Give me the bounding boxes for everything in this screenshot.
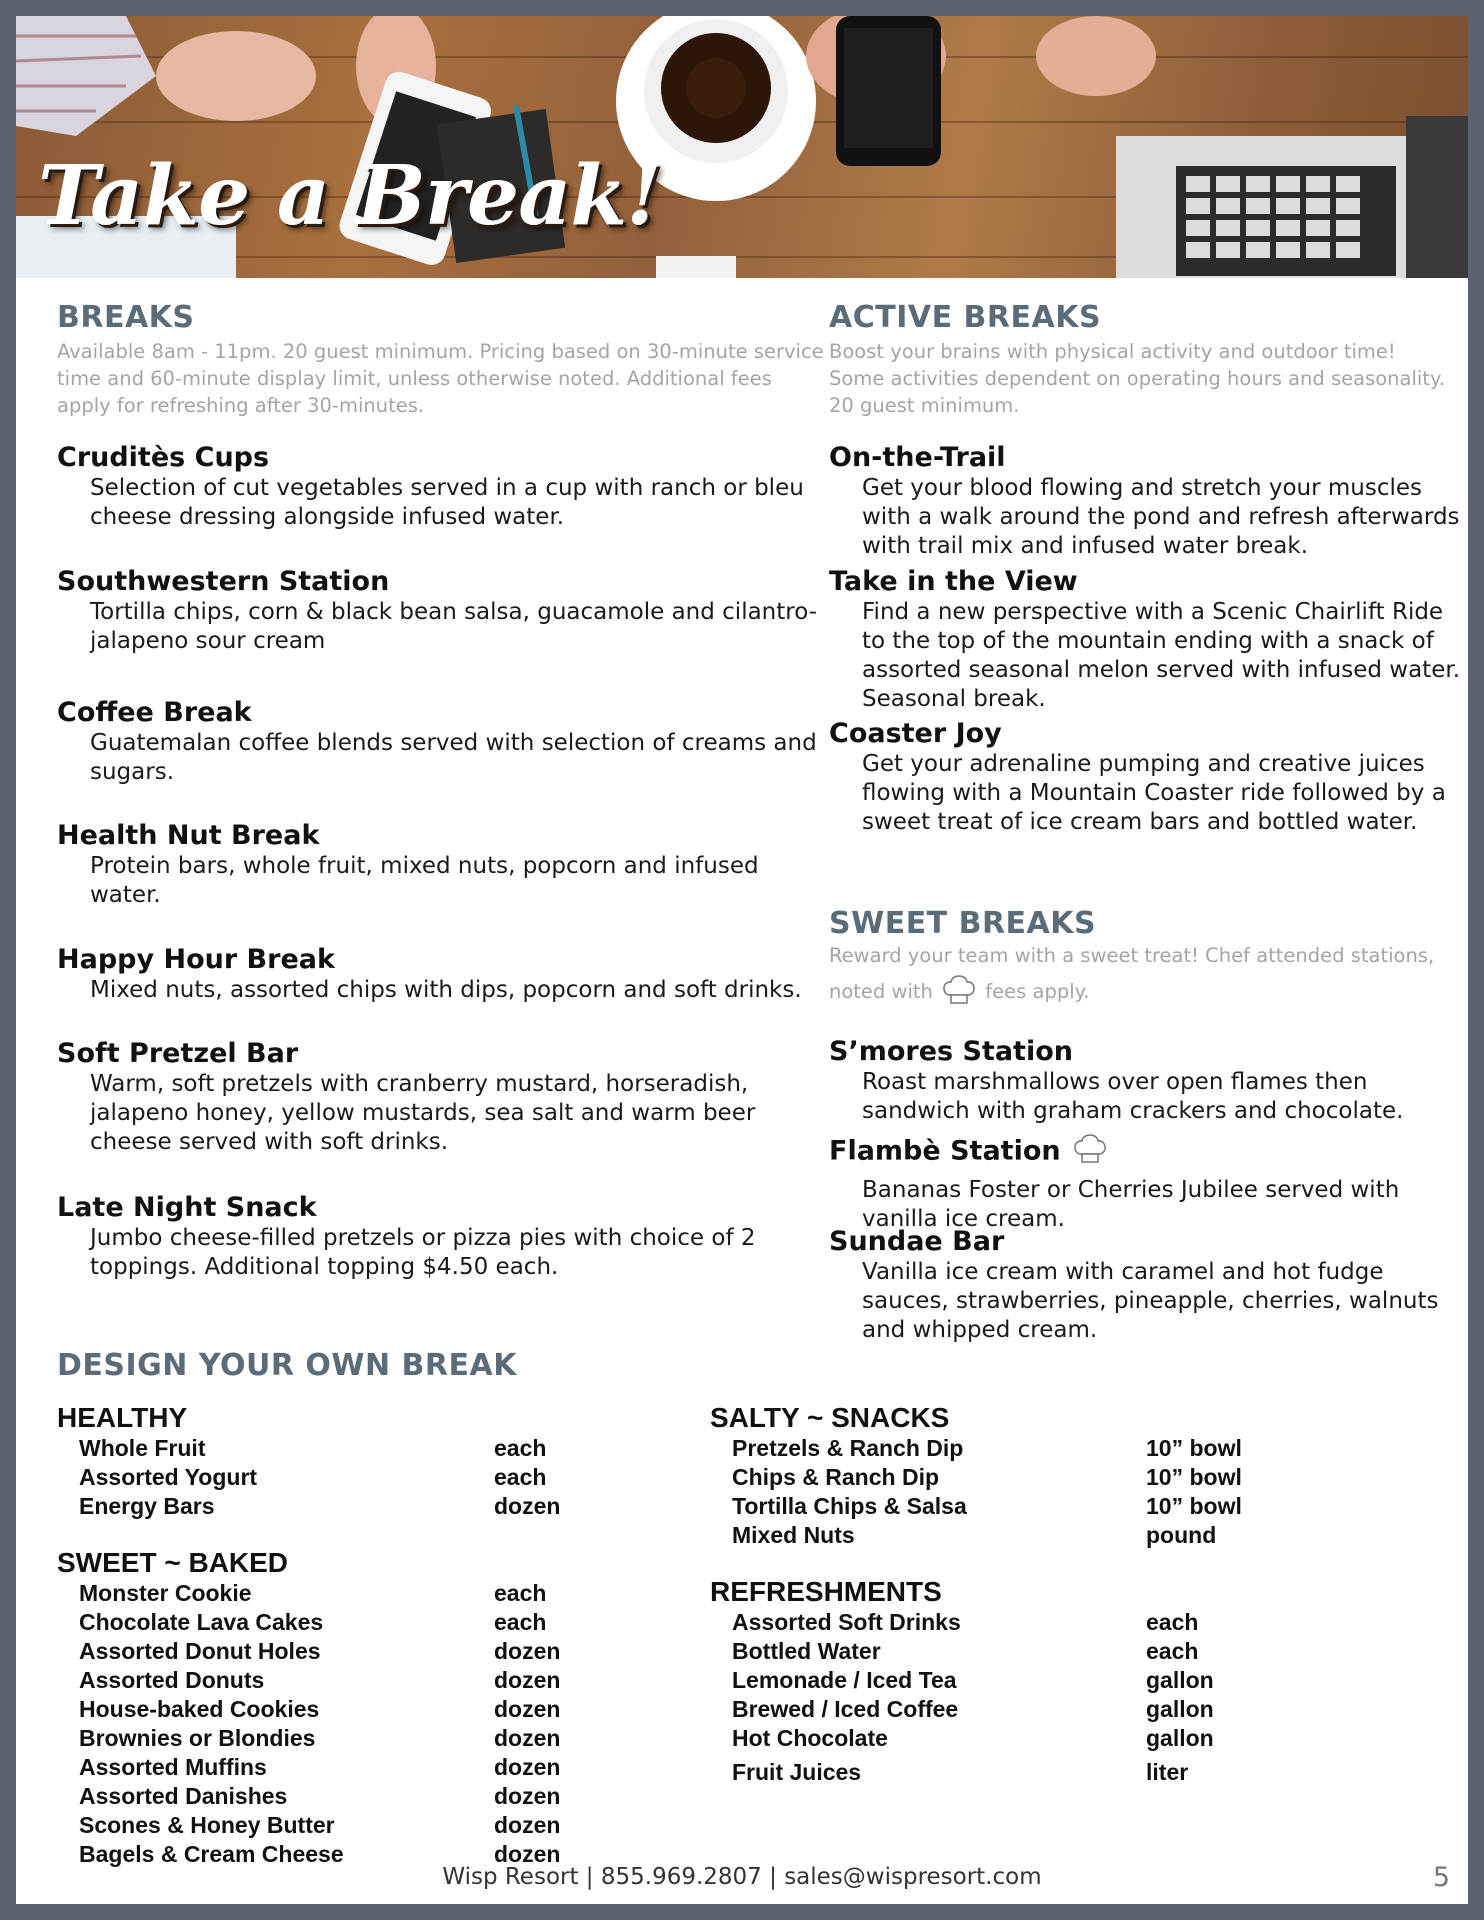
- diy-item-name: Assorted Danishes: [79, 1783, 288, 1809]
- item-name: Soft Pretzel Bar: [57, 1038, 299, 1069]
- diy-item-unit: 10” bowl: [1146, 1493, 1242, 1519]
- item-description: Jumbo cheese-filled pretzels or pizza pies with choice of 2 toppings. Additional topping $4.50 each.: [90, 1225, 756, 1280]
- diy-item-name: Fruit Juices: [732, 1759, 862, 1785]
- sweet-baked-heading: SWEET ~ BAKED: [57, 1547, 289, 1578]
- break-item: [57, 1038, 827, 1157]
- sweet-intro-text: Reward your team with a sweet treat! Chef attended stations, noted with: [829, 944, 1435, 1003]
- diy-heading: DESIGN YOUR OWN BREAK: [57, 1348, 517, 1383]
- breaks-heading: BREAKS: [57, 300, 195, 335]
- item-name: [829, 1128, 1464, 1176]
- break-item: [57, 442, 827, 532]
- diy-item-unit: 10” bowl: [1146, 1435, 1242, 1461]
- diy-item-unit: gallon: [1146, 1696, 1214, 1722]
- sweet-breaks-heading: SWEET BREAKS: [829, 906, 1097, 941]
- sweet-intro-fees: fees apply.: [985, 980, 1090, 1003]
- menu-page: [16, 16, 1468, 1904]
- refreshments-heading: REFRESHMENTS: [710, 1576, 942, 1607]
- diy-item-unit: dozen: [494, 1667, 561, 1693]
- break-item: [57, 566, 827, 656]
- item-description: Vanilla ice cream with caramel and hot fudge sauces, strawberries, pineapple, cherries, walnuts and whipped cream.: [862, 1259, 1439, 1343]
- diy-item-name: Bottled Water: [732, 1638, 881, 1664]
- active-breaks-heading: ACTIVE BREAKS: [829, 300, 1102, 335]
- diy-item-name: Whole Fruit: [79, 1435, 206, 1461]
- diy-item-unit: each: [1146, 1609, 1199, 1635]
- diy-item-unit: dozen: [494, 1696, 561, 1722]
- diy-item-unit: dozen: [494, 1812, 561, 1838]
- diy-item-unit: each: [494, 1609, 547, 1635]
- diy-item-unit: gallon: [1146, 1725, 1214, 1751]
- sweet-item: [829, 1226, 1464, 1345]
- diy-item-name: Assorted Soft Drinks: [732, 1609, 961, 1635]
- item-name: On-the-Trail: [829, 442, 1006, 473]
- sweet-breaks-intro: [829, 942, 1454, 1016]
- diy-item-name: Assorted Muffins: [79, 1754, 267, 1780]
- page-number: 5: [1432, 1862, 1450, 1893]
- diy-item-name: Mixed Nuts: [732, 1522, 855, 1548]
- diy-item-name: Assorted Donuts: [79, 1667, 265, 1693]
- active-breaks-intro: Boost your brains with physical activity and outdoor time! Some activities dependent on operating hours and seasonality. 20 guest minimum.: [829, 340, 1445, 417]
- diy-item-name: Pretzels & Ranch Dip: [732, 1435, 964, 1461]
- item-name: Health Nut Break: [57, 820, 320, 851]
- diy-item-unit: dozen: [494, 1725, 561, 1751]
- break-item: [57, 820, 827, 910]
- item-description: Warm, soft pretzels with cranberry mustard, horseradish, jalapeno honey, yellow mustards, sea salt and warm beer cheese served with soft drinks.: [90, 1071, 756, 1155]
- item-name-text: Flambè Station: [829, 1135, 1061, 1167]
- item-name: S’mores Station: [829, 1036, 1073, 1067]
- diy-item-unit: liter: [1146, 1759, 1189, 1785]
- diy-item-unit: each: [494, 1435, 547, 1461]
- diy-item-name: Brownies or Blondies: [79, 1725, 316, 1751]
- diy-item-name: Tortilla Chips & Salsa: [732, 1493, 967, 1519]
- item-description: Bananas Foster or Cherries Jubilee served with vanilla ice cream.: [862, 1177, 1400, 1232]
- diy-item-name: Energy Bars: [79, 1493, 215, 1519]
- sweet-item: [829, 1128, 1464, 1234]
- diy-item-name: Monster Cookie: [79, 1580, 252, 1606]
- breaks-intro: Available 8am - 11pm. 20 guest minimum. Pricing based on 30-minute service time and 60-minute display limit, unless otherwise noted. Additional fees apply for refreshing after 30-minutes.: [57, 340, 824, 417]
- diy-item-name: Chocolate Lava Cakes: [79, 1609, 324, 1635]
- diy-item-name: Scones & Honey Butter: [79, 1812, 335, 1838]
- break-item: [57, 944, 827, 1005]
- diy-item-unit: dozen: [494, 1638, 561, 1664]
- item-name: Southwestern Station: [57, 566, 390, 597]
- item-description: Guatemalan coffee blends served with selection of creams and sugars.: [90, 730, 817, 785]
- active-item: [829, 718, 1464, 837]
- diy-item-name: Assorted Yogurt: [79, 1464, 258, 1490]
- item-name: Sundae Bar: [829, 1226, 1005, 1257]
- item-description: Protein bars, whole fruit, mixed nuts, popcorn and infused water.: [90, 853, 759, 908]
- item-description: Mixed nuts, assorted chips with dips, popcorn and soft drinks.: [90, 977, 802, 1003]
- item-name: Coffee Break: [57, 697, 252, 728]
- item-name: Take in the View: [829, 566, 1078, 597]
- item-description: Get your adrenaline pumping and creative juices flowing with a Mountain Coaster ride followed by a sweet treat of ice cream bars and bottled water.: [862, 751, 1446, 835]
- diy-item-unit: each: [494, 1580, 547, 1606]
- page-title: Take a Break!: [38, 148, 662, 244]
- chef-hat-icon: [939, 969, 979, 1016]
- diy-item-unit: dozen: [494, 1783, 561, 1809]
- break-item: [57, 1192, 827, 1282]
- item-name: Late Night Snack: [57, 1192, 317, 1223]
- item-description: Tortilla chips, corn & black bean salsa, guacamole and cilantro-jalapeno sour cream: [90, 599, 818, 654]
- diy-item-unit: each: [1146, 1638, 1199, 1664]
- diy-item-name: House-baked Cookies: [79, 1696, 320, 1722]
- break-item: [57, 697, 827, 787]
- diy-item-unit: 10” bowl: [1146, 1464, 1242, 1490]
- active-item: [829, 566, 1464, 714]
- salty-snacks-heading: SALTY ~ SNACKS: [710, 1402, 950, 1433]
- item-name: Coaster Joy: [829, 718, 1002, 749]
- footer-contact: Wisp Resort | 855.969.2807 | sales@wispresort.com: [442, 1864, 1042, 1890]
- diy-item-unit: each: [494, 1464, 547, 1490]
- diy-item-name: Lemonade / Iced Tea: [732, 1667, 957, 1693]
- item-name: Cruditès Cups: [57, 442, 270, 473]
- diy-item-name: Brewed / Iced Coffee: [732, 1696, 959, 1722]
- diy-item-name: Assorted Donut Holes: [79, 1638, 321, 1664]
- active-item: [829, 442, 1464, 561]
- item-description: Roast marshmallows over open flames then sandwich with graham crackers and chocolate.: [862, 1069, 1404, 1124]
- diy-item-unit: dozen: [494, 1493, 561, 1519]
- item-description: Find a new perspective with a Scenic Chairlift Ride to the top of the mountain ending with a snack of assorted seasonal melon served with infused water. Seasonal break.: [862, 599, 1461, 712]
- header-photo: [16, 16, 1468, 278]
- item-description: Get your blood flowing and stretch your muscles with a walk around the pond and refresh afterwards with trail mix and infused water break.: [862, 475, 1460, 559]
- diy-item-unit: pound: [1146, 1522, 1217, 1548]
- diy-item-unit: dozen: [494, 1754, 561, 1780]
- item-name: Happy Hour Break: [57, 944, 335, 975]
- diy-item-unit: dozen: [494, 1841, 561, 1867]
- diy-item-unit: gallon: [1146, 1667, 1214, 1693]
- sweet-item: [829, 1036, 1464, 1126]
- diy-item-name: Chips & Ranch Dip: [732, 1464, 940, 1490]
- item-description: Selection of cut vegetables served in a cup with ranch or bleu cheese dressing alongside infused water.: [90, 475, 804, 530]
- healthy-heading: HEALTHY: [57, 1402, 188, 1433]
- chef-hat-icon: [1070, 1128, 1110, 1176]
- diy-item-name: Hot Chocolate: [732, 1725, 888, 1751]
- diy-item-name: Bagels & Cream Cheese: [79, 1841, 344, 1867]
